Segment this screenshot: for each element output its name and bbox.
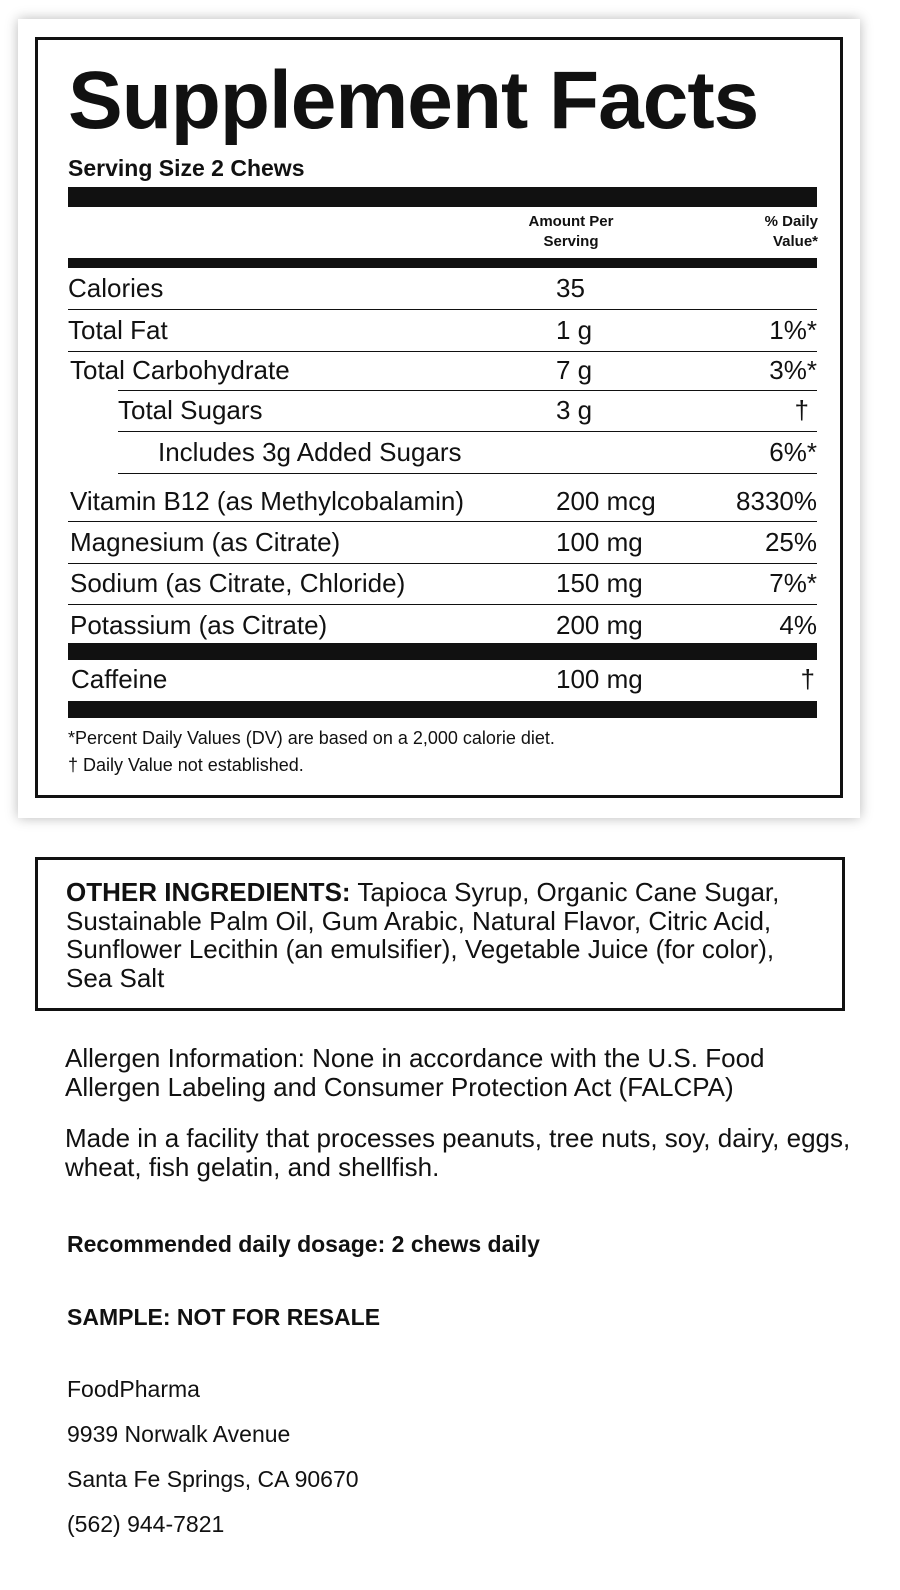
nutrient-dv: 3%* — [769, 355, 817, 385]
nutrient-dv: 6%* — [769, 437, 817, 467]
facts-row-magnesium — [68, 522, 817, 562]
nutrient-amount: 100 mg — [556, 527, 643, 557]
nutrient-amount: 150 mg — [556, 568, 643, 598]
recommended-dosage: Recommended daily dosage: 2 chews daily — [67, 1231, 540, 1257]
nutrient-amount: 3 g — [556, 395, 593, 425]
nutrient-amount: 200 mcg — [556, 486, 656, 516]
nutrient-amount: 100 mg — [556, 664, 643, 694]
facts-row-total-fat — [68, 310, 817, 350]
facts-row-caffeine — [68, 659, 817, 699]
facts-title: Supplement Facts — [68, 55, 759, 146]
nutrient-dv: † — [800, 664, 815, 694]
ingredients-label: OTHER INGREDIENTS: — [66, 877, 351, 907]
nutrient-name: Magnesium (as Citrate) — [70, 527, 341, 557]
facts-row-calories — [68, 268, 817, 308]
thick-divider — [68, 643, 817, 660]
nutrient-name: Total Fat — [68, 315, 168, 345]
nutrient-dv: 25% — [764, 527, 817, 557]
nutrient-name: Total Sugars — [118, 395, 263, 425]
nutrient-amount: 35 — [556, 273, 585, 303]
nutrient-amount: 1 g — [556, 315, 593, 345]
facility-statement: Made in a facility that processes peanuts, tree nuts, soy, dairy, eggs, wheat, fish gelatin, and shellfish. — [65, 1123, 851, 1182]
nutrient-name: Calories — [68, 273, 164, 303]
company-phone: (562) 944-7821 — [67, 1511, 225, 1537]
nutrient-amount: 200 mg — [556, 610, 643, 640]
row-divider — [118, 473, 817, 474]
sample-notice: SAMPLE: NOT FOR RESALE — [67, 1304, 381, 1330]
company-city: Santa Fe Springs, CA 90670 — [67, 1466, 359, 1492]
facts-row-sodium — [68, 563, 817, 603]
amount-per-serving-header: Amount Per Serving — [528, 213, 614, 250]
facts-row-total-sugars — [68, 390, 817, 430]
nutrient-amount: 7 g — [556, 355, 593, 385]
nutrient-dv: † — [794, 395, 809, 425]
nutrient-dv: 7%* — [769, 568, 817, 598]
thick-divider — [68, 701, 817, 718]
facts-row-added-sugars — [68, 432, 817, 472]
facts-row-total-carbohydrate — [68, 350, 817, 390]
footnote-dagger: † Daily Value not established. — [68, 755, 304, 775]
supplement-facts-panel — [35, 37, 843, 798]
thick-divider — [68, 187, 817, 207]
serving-size: Serving Size 2 Chews — [68, 155, 305, 181]
company-name: FoodPharma — [67, 1376, 200, 1402]
facts-row-potassium — [68, 605, 817, 645]
nutrient-name: Sodium (as Citrate, Chloride) — [70, 568, 406, 598]
other-ingredients-box — [35, 857, 845, 1011]
nutrient-dv: 1%* — [769, 315, 817, 345]
nutrient-name: Caffeine — [71, 664, 168, 694]
nutrient-name: Potassium (as Citrate) — [70, 610, 328, 640]
facts-row-vitamin-b12 — [68, 481, 817, 521]
footnote-daily-values: *Percent Daily Values (DV) are based on a 2,000 calorie diet. — [68, 728, 555, 748]
nutrient-name: Includes 3g Added Sugars — [158, 437, 462, 467]
nutrient-name: Vitamin B12 (as Methylcobalamin) — [70, 486, 465, 516]
daily-value-header: % Daily Value* — [764, 213, 818, 250]
header-divider — [68, 258, 817, 268]
nutrient-dv: 4% — [779, 610, 817, 640]
ingredients-text: Tapioca Syrup, Organic Cane Sugar, Sustainable Palm Oil, Gum Arabic, Natural Flavor, Citric Acid, Sunflower Lecithin (an emulsifier), Vegetable Juice (for color), Sea Salt — [66, 877, 780, 993]
nutrient-dv: 8330% — [736, 486, 817, 516]
nutrient-name: Total Carbohydrate — [70, 355, 290, 385]
company-street: 9939 Norwalk Avenue — [67, 1421, 291, 1447]
allergen-information: Allergen Information: None in accordance with the U.S. Food Allergen Labeling and Consumer Protection Act (FALCPA) — [65, 1043, 765, 1102]
